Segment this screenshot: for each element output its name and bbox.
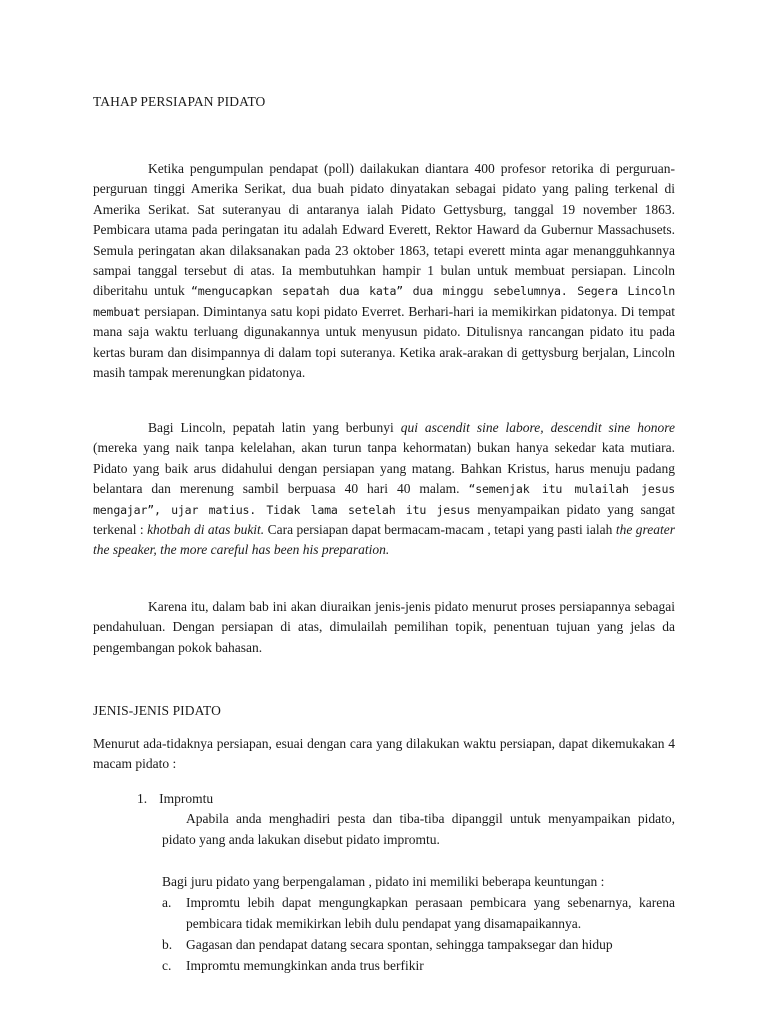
impromtu-description <box>162 808 675 850</box>
paragraph-intro <box>93 597 675 658</box>
latin-phrase: qui ascendit sine labore, descendit sine honore <box>400 420 675 435</box>
section-heading-jenis: JENIS-JENIS PIDATO <box>93 703 221 718</box>
quoted-text: “semenjak itu mulailah jesus mengajar”, ujar matius. Tidak lama setelah itu jesus <box>93 482 676 517</box>
list-text: Gagasan dan pendapat datang secara spontan, sehingga tampaksegar dan hidup <box>186 937 613 952</box>
list-number: 1. <box>137 791 148 806</box>
paragraph-lincoln <box>93 418 675 561</box>
paragraph-text: Bagi Lincoln, pepatah latin yang berbunyi <box>148 420 401 435</box>
paragraph-text: Bagi juru pidato yang berpengalaman , pidato ini memiliki beberapa keuntungan : <box>162 874 605 889</box>
keuntungan-list <box>162 892 675 976</box>
italic-phrase: khotbah di atas bukit. <box>147 522 265 538</box>
list-label: a. <box>162 895 172 910</box>
paragraph-text: menyampaikan pidato yang sangat terkenal : <box>93 501 675 538</box>
list-label: c. <box>162 958 172 973</box>
list-text: Impromtu lebih dapat mengungkapkan perasaan pembicara yang sebenarnya, karena pembicara tidak memikirkan lebih dulu pendapat yang disamapaikannya. <box>186 895 675 931</box>
list-label: b. <box>162 937 173 952</box>
paragraph-text: persiapan. Dimintanya satu kopi pidato Everret. Berhari-hari ia memikirkan pidatonya. Di tempat mana saja waktu terluang digunakannya untuk menyusun pidato. Ditulisnya rancangan pidato itu pada kertas buram dan disimpannya di dalam topi suteranya. Ketika arak-arakan di gettysburg berjalan, Lincoln masih tampak merenungkan pidatonya. <box>93 303 675 381</box>
keuntungan-intro <box>162 871 675 892</box>
quoted-text: “mengucapkan sepatah dua kata” dua minggu sebelumnya. Segera Lincoln membuat <box>93 284 676 319</box>
list-item <box>162 892 675 934</box>
list-item-title: Impromtu <box>159 791 214 806</box>
section-heading-persiapan: TAHAP PERSIAPAN PIDATO <box>93 94 266 109</box>
paragraph-macam-pidato <box>93 734 675 775</box>
list-item-impromtu <box>137 791 213 807</box>
list-text: Impromtu memungkinkan anda trus berfikir <box>186 958 424 973</box>
paragraph-text: Karena itu, dalam bab ini akan diuraikan jenis-jenis pidato menurut proses persiapannya sebagai pendahuluan. Dengan persiapan di atas, dimulailah pemilihan topik, penentuan tujuan yang jelas da pengembangan pokok bahasan. <box>93 599 675 655</box>
paragraph-gettysburg <box>93 159 675 383</box>
paragraph-text: Menurut ada-tidaknya persiapan, esuai dengan cara yang dilakukan waktu persiapan, dapat dikemukakan 4 macam pidato : <box>93 736 675 772</box>
italic-quote: the greater the speaker, the more careful has been his preparation. <box>93 522 675 558</box>
paragraph-text: Cara persiapan dapat bermacam-macam , tetapi yang pasti ialah <box>264 522 616 538</box>
list-item <box>162 955 675 976</box>
paragraph-text: Apabila anda menghadiri pesta dan tiba-tiba dipanggil untuk menyampaikan pidato, pidato yang anda lakukan disebut pidato impromtu. <box>162 811 675 847</box>
list-item <box>162 934 675 955</box>
paragraph-text: (mereka yang naik tanpa kelelahan, akan turun tanpa kehormatan) bukan hanya sekedar kata mutiara. Pidato yang baik arus didahului dengan persiapan yang matang. Bahkan Kristus, harus menuju padang belantara dan merenung sambil berpuasa 40 hari 40 malam. <box>93 440 675 497</box>
paragraph-text: Ketika pengumpulan pendapat (poll) dailakukan diantara 400 profesor retorika di perguruan-perguruan tinggi Amerika Serikat, dua buah pidato dinyatakan sebagai pidato yang paling terkenal di Amerika Serikat. Sat suteranyau di antaranya ialah Pidato Gettysburg, tanggal 19 november 1863. Pembicara utama pada peringatan itu adalah Edward Everett, Rektor Haward da Gubernur Massachusets. Semula peringatan akan dilaksanakan pada 23 oktober 1863, tetapi everett minta agar menangguhkannya sampai tanggal tersebut di atas. Ia membutuhkan hampir 1 bulan untuk membuat persiapan. Lincoln diberitahu untuk <box>93 161 675 299</box>
